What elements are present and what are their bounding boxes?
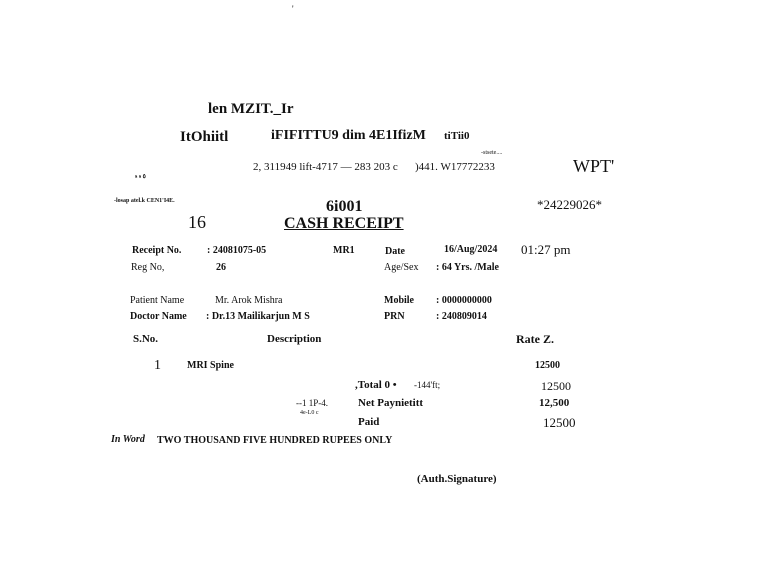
row-rate: 12500 (535, 360, 560, 371)
prn-label: PRN (384, 311, 405, 322)
num-left: 16 (188, 212, 206, 232)
total-label: ,Total 0 • (355, 379, 397, 391)
reg-value: 26 (216, 262, 226, 273)
receipt-no-label: Receipt No. (132, 245, 182, 256)
header-line-2-tail: tiTii0 (444, 130, 470, 142)
net-value: 12,500 (539, 397, 570, 409)
row-description: MRI Spine (187, 360, 234, 371)
header-line-1: len MZIT._Ir (208, 101, 294, 117)
address-line: 2, 311949 lift-4717 — 283 203 c (253, 161, 398, 173)
patient-value: Mr. Arok Mishra (215, 295, 283, 306)
small-left-mark-2: -losap atel.k CEN1'I4E. (114, 198, 175, 204)
logo-text: WPT' (573, 156, 615, 176)
col-header-rate: Rate Z. (516, 332, 554, 346)
reg-label: Reg No, (131, 262, 165, 273)
age-label: Age/Sex (384, 262, 419, 273)
side-note-2: 4e-L0 c (300, 410, 319, 416)
in-words-label: In Word (111, 434, 145, 445)
barcode-text: *24229026* (537, 197, 602, 212)
tiny-mark: -stsete.... (481, 150, 503, 156)
mobile-value: : 0000000000 (436, 295, 492, 306)
receipt-no-value: : 24081075-05 (207, 245, 267, 256)
patient-label: Patient Name (130, 295, 185, 306)
date-label: Date (385, 246, 405, 257)
total-mid: -144'ft; (414, 380, 441, 390)
side-note-1: --1 1P-4. (296, 398, 328, 408)
doctor-label: Doctor Name (130, 311, 187, 322)
time-value: 01:27 pm (521, 242, 571, 257)
age-value: : 64 Yrs. /Male (436, 262, 499, 273)
header-line-2-left: ItOhiitl (180, 129, 229, 145)
phone-line: )441. W17772233 (415, 161, 495, 173)
prn-value: : 240809014 (436, 311, 487, 322)
net-label: Net Paynietitt (358, 397, 424, 409)
date-value: 16/Aug/2024 (444, 244, 498, 255)
header-line-2-right: iFIFITTU9 dim 4E1IfizM (271, 128, 426, 143)
in-words-value: TWO THOUSAND FIVE HUNDRED RUPEES ONLY (157, 435, 393, 446)
mobile-label: Mobile (384, 295, 414, 306)
mr-code: MR1 (333, 245, 355, 256)
doctor-value: : Dr.13 Mailikarjun M S (206, 311, 310, 322)
small-left-mark: s s ٥ (135, 174, 146, 180)
row-sno: 1 (154, 358, 161, 373)
col-header-description: Description (267, 333, 322, 345)
paid-label: Paid (358, 416, 380, 428)
receipt-title: CASH RECEIPT (284, 215, 404, 232)
auth-signature: (Auth.Signature) (417, 473, 497, 485)
top-mark: ' (292, 4, 294, 14)
paid-value: 12500 (543, 415, 576, 430)
code-mid: 6i001 (326, 198, 363, 215)
total-value: 12500 (541, 379, 571, 393)
col-header-sno: S.No. (133, 333, 159, 345)
